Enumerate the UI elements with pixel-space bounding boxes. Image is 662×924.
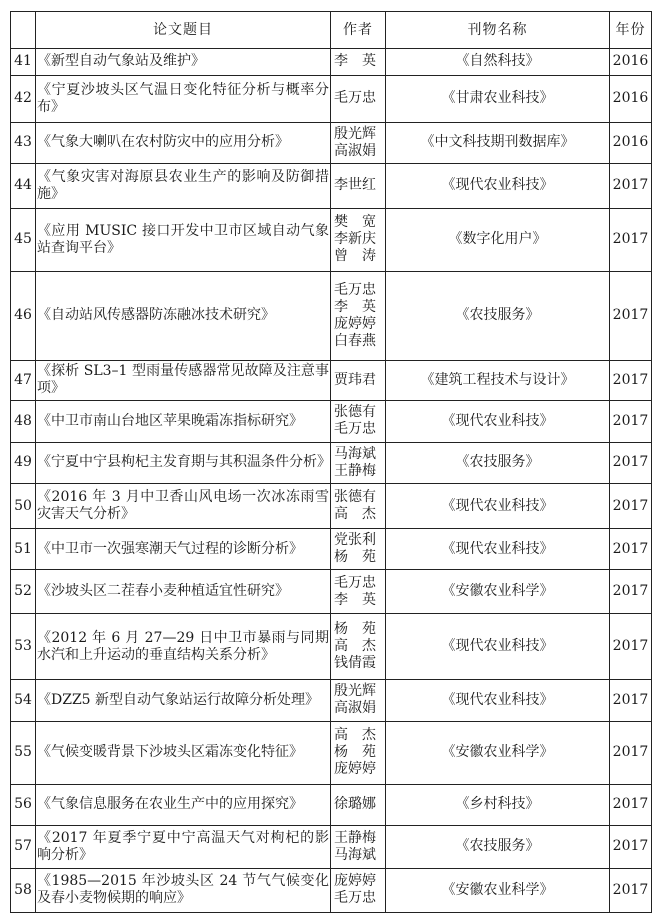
journal-name: 《农技服务》 bbox=[386, 442, 610, 483]
table-row bbox=[11, 679, 652, 721]
author-name: 李 英 bbox=[334, 53, 376, 70]
author-cell bbox=[331, 442, 386, 483]
author-name: 李新庆 bbox=[334, 231, 376, 248]
paper-title: 《气象信息服务在农业生产中的应用探究》 bbox=[36, 784, 331, 825]
author-cell bbox=[331, 868, 386, 912]
author-cell bbox=[331, 614, 386, 680]
publication-year: 2017 bbox=[610, 484, 652, 529]
journal-name: 《现代农业科技》 bbox=[386, 484, 610, 529]
paper-title: 《沙坡头区二茬春小麦种植适宜性研究》 bbox=[36, 570, 331, 614]
author-name: 高 杰 bbox=[334, 638, 376, 655]
paper-title: 《宁夏中宁县枸杞主发育期与其积温条件分析》 bbox=[36, 442, 331, 483]
paper-title: 《气象灾害对海原县农业生产的影响及防御措施》 bbox=[36, 163, 331, 208]
table-row bbox=[11, 122, 652, 163]
paper-title: 《气候变暖背景下沙坡头区霜冻变化特征》 bbox=[36, 722, 331, 785]
row-number: 41 bbox=[11, 49, 36, 76]
author-name: 张德有 bbox=[334, 489, 376, 506]
table-row bbox=[11, 271, 652, 360]
row-number: 47 bbox=[11, 360, 36, 400]
author-cell bbox=[331, 122, 386, 163]
row-number: 55 bbox=[11, 722, 36, 785]
paper-title: 《新型自动气象站及维护》 bbox=[36, 49, 331, 76]
row-number: 57 bbox=[11, 825, 36, 868]
header-number bbox=[11, 12, 36, 49]
publication-year: 2017 bbox=[610, 271, 652, 360]
row-number: 45 bbox=[11, 209, 36, 272]
publication-year: 2017 bbox=[610, 360, 652, 400]
paper-title: 《自动站风传感器防冻融冰技术研究》 bbox=[36, 271, 331, 360]
row-number: 42 bbox=[11, 75, 36, 122]
author-cell bbox=[331, 400, 386, 442]
journal-name: 《农技服务》 bbox=[386, 271, 610, 360]
journal-name: 《中文科技期刊数据库》 bbox=[386, 122, 610, 163]
author-cell bbox=[331, 784, 386, 825]
author-name: 徐璐娜 bbox=[334, 796, 376, 813]
paper-title: 《1985—2015 年沙坡头区 24 节气气候变化及春小麦物候期的响应》 bbox=[36, 868, 331, 912]
journal-name: 《数字化用户》 bbox=[386, 209, 610, 272]
paper-title: 《应用 MUSIC 接口开发中卫市区域自动气象站查询平台》 bbox=[36, 209, 331, 272]
author-name: 殷光辉 bbox=[334, 683, 376, 700]
publication-year: 2016 bbox=[610, 49, 652, 76]
journal-name: 《现代农业科技》 bbox=[386, 614, 610, 680]
publication-year: 2017 bbox=[610, 784, 652, 825]
header-year: 年份 bbox=[610, 12, 652, 49]
table-row bbox=[11, 570, 652, 614]
row-number: 56 bbox=[11, 784, 36, 825]
table-row bbox=[11, 360, 652, 400]
table-row bbox=[11, 825, 652, 868]
author-cell bbox=[331, 360, 386, 400]
journal-name: 《现代农业科技》 bbox=[386, 529, 610, 570]
author-cell bbox=[331, 163, 386, 208]
row-number: 50 bbox=[11, 484, 36, 529]
author-name: 马海斌 bbox=[334, 846, 376, 863]
table-row bbox=[11, 868, 652, 912]
papers-table bbox=[10, 11, 652, 913]
journal-name: 《现代农业科技》 bbox=[386, 400, 610, 442]
author-cell bbox=[331, 484, 386, 529]
author-name: 毛万忠 bbox=[334, 890, 376, 907]
header-title: 论文题目 bbox=[36, 12, 331, 49]
table-row bbox=[11, 484, 652, 529]
table-row bbox=[11, 614, 652, 680]
publication-year: 2017 bbox=[610, 442, 652, 483]
journal-name: 《安徽农业科学》 bbox=[386, 868, 610, 912]
author-cell bbox=[331, 49, 386, 76]
author-name: 曾 涛 bbox=[334, 248, 376, 265]
author-name: 李世红 bbox=[334, 177, 376, 194]
header-author: 作者 bbox=[331, 12, 386, 49]
paper-title: 《DZZ5 新型自动气象站运行故障分析处理》 bbox=[36, 679, 331, 721]
author-name: 庞婷婷 bbox=[334, 315, 376, 332]
header-journal: 刊物名称 bbox=[386, 12, 610, 49]
author-name: 高 杰 bbox=[334, 727, 376, 744]
publication-year: 2017 bbox=[610, 400, 652, 442]
author-name: 高淑娟 bbox=[334, 142, 376, 159]
author-name: 庞婷婷 bbox=[334, 761, 376, 778]
publication-year: 2017 bbox=[610, 529, 652, 570]
row-number: 49 bbox=[11, 442, 36, 483]
publication-year: 2017 bbox=[610, 722, 652, 785]
author-cell bbox=[331, 529, 386, 570]
row-number: 43 bbox=[11, 122, 36, 163]
author-cell bbox=[331, 722, 386, 785]
author-name: 马海斌 bbox=[334, 445, 376, 462]
author-name: 毛万忠 bbox=[334, 574, 376, 591]
publication-year: 2016 bbox=[610, 122, 652, 163]
author-cell bbox=[331, 209, 386, 272]
publication-year: 2017 bbox=[610, 868, 652, 912]
journal-name: 《建筑工程技术与设计》 bbox=[386, 360, 610, 400]
author-name: 杨 苑 bbox=[334, 621, 376, 638]
row-number: 48 bbox=[11, 400, 36, 442]
row-number: 51 bbox=[11, 529, 36, 570]
author-name: 樊 宽 bbox=[334, 214, 376, 231]
paper-title: 《2012 年 6 月 27—29 日中卫市暴雨与同期水汽和上升运动的垂直结构关系分析》 bbox=[36, 614, 331, 680]
paper-title: 《中卫市南山台地区苹果晚霜冻指标研究》 bbox=[36, 400, 331, 442]
paper-title: 《中卫市一次强寒潮天气过程的诊断分析》 bbox=[36, 529, 331, 570]
row-number: 53 bbox=[11, 614, 36, 680]
author-name: 高 杰 bbox=[334, 506, 376, 523]
journal-name: 《现代农业科技》 bbox=[386, 679, 610, 721]
table-body bbox=[11, 49, 652, 913]
table-row bbox=[11, 49, 652, 76]
author-cell bbox=[331, 825, 386, 868]
publication-year: 2016 bbox=[610, 75, 652, 122]
author-name: 王静梅 bbox=[334, 829, 376, 846]
author-cell bbox=[331, 75, 386, 122]
table-row bbox=[11, 75, 652, 122]
table-row bbox=[11, 163, 652, 208]
paper-title: 《宁夏沙坡头区气温日变化特征分析与概率分布》 bbox=[36, 75, 331, 122]
table-row bbox=[11, 722, 652, 785]
author-name: 高淑娟 bbox=[334, 700, 376, 717]
author-name: 庞婷婷 bbox=[334, 873, 376, 890]
paper-title: 《气象大喇叭在农村防灾中的应用分析》 bbox=[36, 122, 331, 163]
row-number: 52 bbox=[11, 570, 36, 614]
publication-year: 2017 bbox=[610, 825, 652, 868]
author-cell bbox=[331, 679, 386, 721]
author-name: 毛万忠 bbox=[334, 281, 376, 298]
publication-year: 2017 bbox=[610, 679, 652, 721]
author-name: 党张利 bbox=[334, 532, 376, 549]
publication-year: 2017 bbox=[610, 614, 652, 680]
table-header-row bbox=[11, 12, 652, 49]
row-number: 46 bbox=[11, 271, 36, 360]
paper-title: 《2016 年 3 月中卫香山风电场一次冰冻雨雪灾害天气分析》 bbox=[36, 484, 331, 529]
table-row bbox=[11, 784, 652, 825]
journal-name: 《甘肃农业科技》 bbox=[386, 75, 610, 122]
author-name: 杨 苑 bbox=[334, 744, 376, 761]
publication-year: 2017 bbox=[610, 570, 652, 614]
journal-name: 《乡村科技》 bbox=[386, 784, 610, 825]
table-row bbox=[11, 209, 652, 272]
journal-name: 《自然科技》 bbox=[386, 49, 610, 76]
author-name: 张德有 bbox=[334, 404, 376, 421]
journal-name: 《安徽农业科学》 bbox=[386, 570, 610, 614]
author-name: 毛万忠 bbox=[334, 90, 376, 107]
table-row bbox=[11, 529, 652, 570]
author-name: 钱倩霞 bbox=[334, 655, 376, 672]
table-row bbox=[11, 400, 652, 442]
author-name: 殷光辉 bbox=[334, 125, 376, 142]
author-name: 杨 苑 bbox=[334, 549, 376, 566]
table-row bbox=[11, 442, 652, 483]
author-cell bbox=[331, 570, 386, 614]
publication-year: 2017 bbox=[610, 163, 652, 208]
journal-name: 《安徽农业科学》 bbox=[386, 722, 610, 785]
author-name: 李 英 bbox=[334, 591, 376, 608]
author-name: 贾玮君 bbox=[334, 371, 376, 388]
author-name: 李 英 bbox=[334, 298, 376, 315]
paper-title: 《2017 年夏季宁夏中宁高温天气对枸杞的影响分析》 bbox=[36, 825, 331, 868]
author-name: 毛万忠 bbox=[334, 421, 376, 438]
author-cell bbox=[331, 271, 386, 360]
paper-title: 《探析 SL3–1 型雨量传感器常见故障及注意事项》 bbox=[36, 360, 331, 400]
row-number: 54 bbox=[11, 679, 36, 721]
publication-year: 2017 bbox=[610, 209, 652, 272]
journal-name: 《现代农业科技》 bbox=[386, 163, 610, 208]
row-number: 44 bbox=[11, 163, 36, 208]
journal-name: 《农技服务》 bbox=[386, 825, 610, 868]
author-name: 白春燕 bbox=[334, 332, 376, 349]
author-name: 王静梅 bbox=[334, 462, 376, 479]
row-number: 58 bbox=[11, 868, 36, 912]
